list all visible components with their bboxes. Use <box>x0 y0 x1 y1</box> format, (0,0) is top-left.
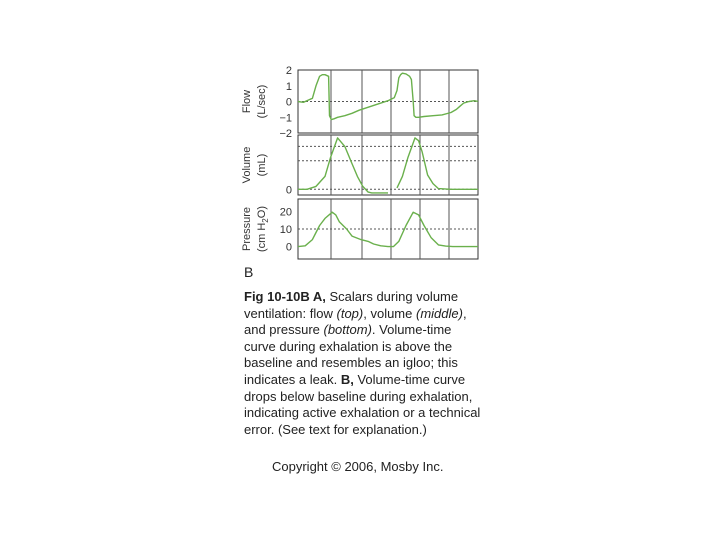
copyright-notice: Copyright © 2006, Mosby Inc. <box>272 459 444 474</box>
volume-tick-label-0: 0 <box>285 184 292 197</box>
caption-text-1: Scalars during volume ventilation: flow <box>244 289 459 321</box>
pressure-tick-label-1: 10 <box>279 224 292 236</box>
caption-fig-label: Fig 10-10B A, <box>244 289 326 304</box>
flow-axis-title-line-1: (L/sec) <box>256 84 268 119</box>
figure-caption <box>244 289 484 438</box>
flow-tick-label-3: −1 <box>279 112 292 125</box>
flow-waveform-0 <box>298 73 478 119</box>
caption-text-4: . Volume-time curve during exhalation is above the baseline and resembles an igloo; this indicates a leak. <box>244 322 458 387</box>
volume-axis-title-line-0: Volume <box>241 146 253 184</box>
pressure-panel <box>241 199 478 259</box>
pressure-axis-title-line-1: (cm $H_2O$) <box>256 205 270 253</box>
flow-panel <box>241 65 478 140</box>
caption-text-2: , volume <box>363 305 416 321</box>
volume-axis-title-line-1: (mL) <box>256 153 268 177</box>
flow-tick-label-1: 1 <box>285 80 292 93</box>
caption-top: (top) <box>336 305 364 321</box>
caption-middle: (middle) <box>415 305 463 321</box>
panel-letter: B <box>244 264 254 280</box>
caption-text-5: Volume-time curve drops below baseline during exhalation, indicating active exhalation or a technical error. (See text for explanation.) <box>244 371 481 437</box>
caption-b-label: B, <box>340 371 354 387</box>
flow-tick-label-4: −2 <box>279 128 292 140</box>
flow-tick-label-0: 2 <box>285 65 292 77</box>
volume-frame <box>298 135 478 195</box>
volume-waveform-1 <box>397 138 478 189</box>
volume-panel <box>241 135 478 196</box>
pressure-tick-label-0: 20 <box>279 206 292 219</box>
flow-axis-title-line-0: Flow <box>241 89 253 114</box>
pressure-axis-title-line-0: Pressure <box>241 206 253 252</box>
flow-tick-label-2: 0 <box>285 96 292 109</box>
caption-bottom: (bottom) <box>323 322 372 338</box>
caption-text-3: , and pressure <box>244 305 467 338</box>
pressure-tick-label-2: 0 <box>285 241 292 254</box>
